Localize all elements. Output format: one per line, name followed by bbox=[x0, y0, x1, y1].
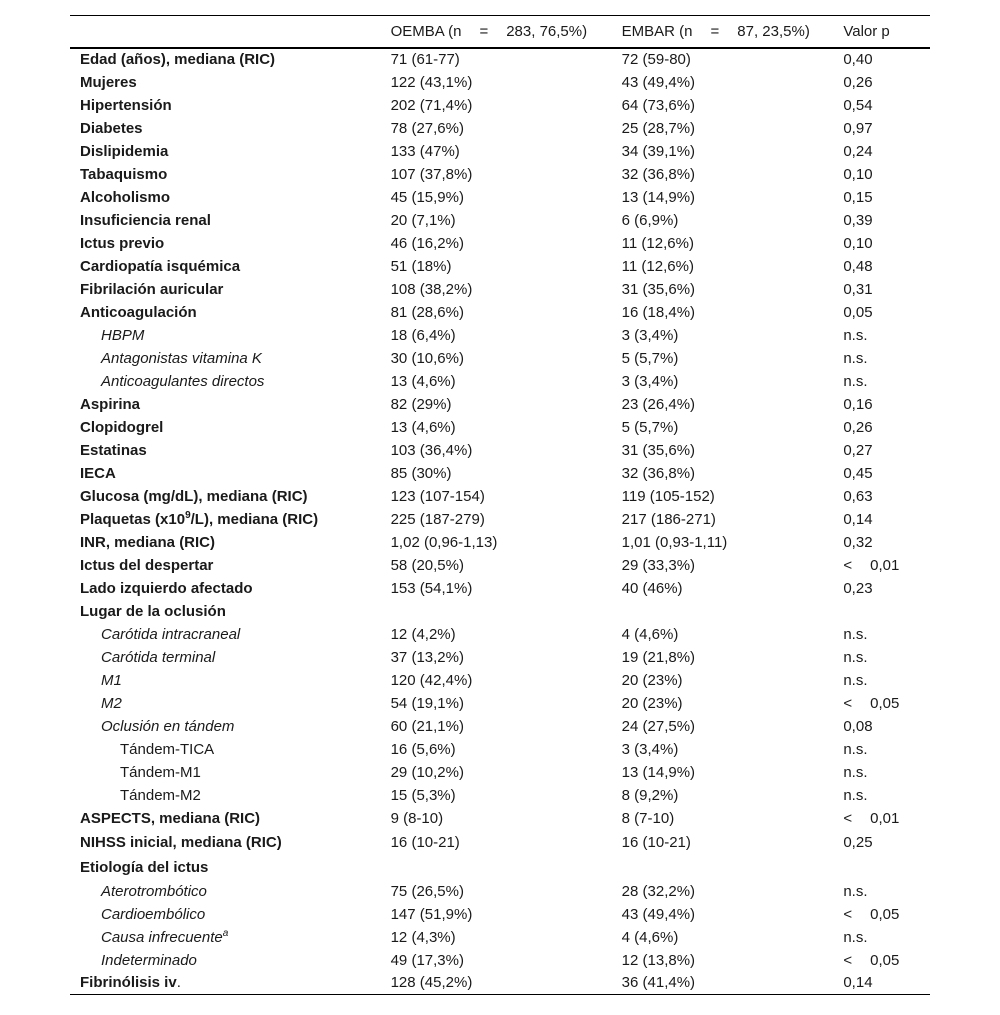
table-row bbox=[70, 324, 930, 347]
cell-p-value: 0,45 bbox=[843, 464, 873, 482]
cell-oemba: 60 (21,1%) bbox=[390, 717, 464, 735]
row-label: Aterotrombótico bbox=[101, 882, 207, 900]
cell-embar: 4 (4,6%) bbox=[621, 928, 679, 946]
cell-oemba: 16 (10-21) bbox=[390, 833, 460, 851]
row-label: Lugar de la oclusión bbox=[80, 602, 226, 620]
row-label: HBPM bbox=[101, 326, 145, 344]
cell-embar: 29 (33,3%) bbox=[621, 556, 696, 574]
table-row bbox=[70, 232, 930, 255]
cell-embar: 5 (5,7%) bbox=[621, 418, 679, 436]
cell-embar: 20 (23%) bbox=[621, 694, 683, 712]
cell-p-value: 0,26 bbox=[843, 73, 873, 91]
cell-oemba: 103 (36,4%) bbox=[390, 441, 473, 459]
table-row bbox=[70, 554, 930, 577]
table-row bbox=[70, 669, 930, 692]
row-label: Ictus del despertar bbox=[80, 556, 214, 574]
row-label: Insuficiencia renal bbox=[80, 211, 211, 229]
cell-p-value: 0,05 bbox=[843, 303, 873, 321]
cell-embar: 32 (36,8%) bbox=[621, 464, 696, 482]
cell-oemba: 20 (7,1%) bbox=[390, 211, 456, 229]
cell-embar: 28 (32,2%) bbox=[621, 882, 696, 900]
row-label: INR, mediana (RIC) bbox=[80, 533, 216, 551]
cell-oemba: 54 (19,1%) bbox=[390, 694, 464, 712]
cell-oemba: 82 (29%) bbox=[390, 395, 452, 413]
cell-embar: 1,01 (0,93-1,11) bbox=[621, 533, 728, 551]
data-table-container bbox=[70, 15, 930, 995]
table-row bbox=[70, 738, 930, 761]
table-row bbox=[70, 439, 930, 462]
table-row bbox=[70, 140, 930, 163]
table-row bbox=[70, 508, 930, 531]
cell-oemba: 15 (5,3%) bbox=[390, 786, 456, 804]
row-label: ASPECTS, mediana (RIC) bbox=[80, 809, 261, 827]
cell-p-value bbox=[833, 600, 930, 623]
cell-p-value: 0,25 bbox=[843, 833, 873, 851]
cell-p-value: < 0,01 bbox=[843, 556, 900, 574]
row-label: Tándem-M1 bbox=[120, 763, 201, 781]
table-row bbox=[70, 48, 930, 71]
cell-oemba: 29 (10,2%) bbox=[390, 763, 464, 781]
row-label-superscript: 9 bbox=[185, 509, 191, 521]
table-row bbox=[70, 903, 930, 926]
cell-p-value: n.s. bbox=[843, 349, 868, 367]
table-row bbox=[70, 926, 930, 949]
cell-oemba: 81 (28,6%) bbox=[390, 303, 464, 321]
cell-p-value: 0,10 bbox=[843, 165, 873, 183]
cell-oemba: 9 (8-10) bbox=[390, 809, 444, 827]
cell-embar: 12 (13,8%) bbox=[621, 951, 696, 969]
table-header bbox=[70, 16, 930, 48]
cell-embar: 23 (26,4%) bbox=[621, 395, 696, 413]
row-label: Hipertensión bbox=[80, 96, 172, 114]
header-oemba: OEMBA (n = 283, 76,5%) bbox=[381, 16, 612, 48]
cell-p-value bbox=[833, 855, 930, 880]
cell-oemba: 37 (13,2%) bbox=[390, 648, 464, 666]
table-row bbox=[70, 255, 930, 278]
table-row bbox=[70, 393, 930, 416]
cell-embar: 32 (36,8%) bbox=[621, 165, 696, 183]
cell-p-value: < 0,05 bbox=[843, 951, 900, 969]
cell-embar: 217 (186-271) bbox=[621, 510, 716, 528]
cell-p-value: 0,14 bbox=[833, 972, 930, 995]
data-table bbox=[70, 15, 930, 995]
cell-oemba: 1,02 (0,96-1,13) bbox=[390, 533, 498, 551]
cell-oemba: 153 (54,1%) bbox=[390, 579, 473, 597]
cell-embar: 36 (41,4%) bbox=[612, 972, 834, 995]
table-row bbox=[70, 880, 930, 903]
cell-p-value: 0,15 bbox=[843, 188, 873, 206]
table-row bbox=[70, 278, 930, 301]
row-label bbox=[70, 972, 381, 995]
cell-embar: 8 (7-10) bbox=[621, 809, 675, 827]
row-label: Carótida intracraneal bbox=[101, 625, 241, 643]
cell-p-value: 0,23 bbox=[843, 579, 873, 597]
cell-p-value: n.s. bbox=[843, 882, 868, 900]
table-row bbox=[70, 761, 930, 784]
table-row bbox=[70, 186, 930, 209]
table-body bbox=[70, 48, 930, 995]
cell-p-value: n.s. bbox=[843, 786, 868, 804]
cell-oemba: 71 (61-77) bbox=[390, 51, 460, 68]
row-label: Anticoagulación bbox=[80, 303, 197, 321]
cell-p-value: 0,10 bbox=[843, 234, 873, 252]
row-label: Edad (años), mediana (RIC) bbox=[80, 51, 276, 68]
cell-embar: 16 (18,4%) bbox=[621, 303, 696, 321]
header-p-value: Valor p bbox=[833, 16, 930, 48]
row-label: Estatinas bbox=[80, 441, 147, 459]
cell-oemba: 16 (5,6%) bbox=[390, 740, 456, 758]
row-label: Diabetes bbox=[80, 119, 143, 137]
row-label: Cardioembólico bbox=[101, 905, 206, 923]
header-label bbox=[70, 16, 381, 48]
cell-oemba: 30 (10,6%) bbox=[390, 349, 464, 367]
row-label: Mujeres bbox=[80, 73, 137, 91]
cell-embar bbox=[612, 600, 834, 623]
cell-p-value: 0,48 bbox=[843, 257, 873, 275]
cell-embar: 20 (23%) bbox=[621, 671, 683, 689]
row-label: Tándem-M2 bbox=[120, 786, 201, 804]
row-label bbox=[70, 508, 381, 531]
cell-oemba: 202 (71,4%) bbox=[390, 96, 473, 114]
row-label-text: Fibrinólisis iv bbox=[80, 974, 177, 992]
cell-embar: 6 (6,9%) bbox=[621, 211, 679, 229]
cell-embar: 64 (73,6%) bbox=[621, 96, 696, 114]
cell-oemba: 85 (30%) bbox=[390, 464, 452, 482]
footnote-marker: a bbox=[222, 927, 229, 939]
cell-p-value: 0,32 bbox=[843, 533, 873, 551]
cell-embar: 13 (14,9%) bbox=[621, 188, 696, 206]
cell-oemba: 120 (42,4%) bbox=[390, 671, 473, 689]
row-label-text: Causa infrecuente bbox=[101, 928, 223, 946]
table-row bbox=[70, 692, 930, 715]
cell-p-value: n.s. bbox=[843, 372, 868, 390]
cell-p-value: n.s. bbox=[843, 625, 868, 643]
row-label: Alcoholismo bbox=[80, 188, 171, 206]
cell-p-value: < 0,01 bbox=[843, 809, 900, 827]
table-row bbox=[70, 94, 930, 117]
cell-oemba: 75 (26,5%) bbox=[390, 882, 464, 900]
cell-oemba: 12 (4,2%) bbox=[390, 625, 456, 643]
table-row bbox=[70, 485, 930, 508]
row-label: Tándem-TICA bbox=[120, 740, 215, 758]
cell-embar: 11 (12,6%) bbox=[621, 257, 694, 275]
cell-oemba: 78 (27,6%) bbox=[390, 119, 464, 137]
table-row bbox=[70, 646, 930, 669]
row-label: Cardiopatía isquémica bbox=[80, 257, 241, 275]
cell-embar: 119 (105-152) bbox=[621, 487, 715, 505]
cell-p-value: 0,27 bbox=[843, 441, 873, 459]
cell-p-value: 0,08 bbox=[843, 717, 873, 735]
cell-oemba: 46 (16,2%) bbox=[390, 234, 464, 252]
table-row bbox=[70, 370, 930, 393]
cell-embar: 5 (5,7%) bbox=[621, 349, 679, 367]
cell-embar: 16 (10-21) bbox=[621, 833, 691, 851]
cell-embar: 34 (39,1%) bbox=[621, 142, 696, 160]
cell-p-value: 0,24 bbox=[843, 142, 873, 160]
cell-p-value: n.s. bbox=[843, 763, 868, 781]
cell-embar: 40 (46%) bbox=[621, 579, 683, 597]
cell-oemba: 12 (4,3%) bbox=[390, 928, 456, 946]
cell-embar: 11 (12,6%) bbox=[621, 234, 694, 252]
cell-embar: 19 (21,8%) bbox=[621, 648, 696, 666]
table-row bbox=[70, 531, 930, 554]
cell-p-value: 0,16 bbox=[843, 395, 873, 413]
cell-oemba: 147 (51,9%) bbox=[390, 905, 473, 923]
row-label: M1 bbox=[101, 671, 122, 689]
cell-embar: 3 (3,4%) bbox=[621, 740, 679, 758]
cell-p-value: 0,63 bbox=[843, 487, 873, 505]
table-row bbox=[70, 855, 930, 880]
cell-p-value: n.s. bbox=[843, 326, 868, 344]
cell-embar bbox=[612, 855, 834, 880]
table-row bbox=[70, 623, 930, 646]
row-label-text: Plaquetas (x10 bbox=[80, 510, 186, 528]
cell-embar: 43 (49,4%) bbox=[621, 905, 696, 923]
row-label-text-suffix: /L), mediana (RIC) bbox=[190, 510, 319, 528]
row-label-text-suffix: . bbox=[176, 974, 181, 992]
row-label: Carótida terminal bbox=[101, 648, 216, 666]
cell-p-value: < 0,05 bbox=[843, 905, 900, 923]
cell-oemba: 51 (18%) bbox=[390, 257, 452, 275]
cell-p-value: 0,14 bbox=[843, 510, 873, 528]
cell-oemba: 128 (45,2%) bbox=[381, 972, 612, 995]
cell-oemba bbox=[381, 600, 612, 623]
cell-p-value: n.s. bbox=[843, 928, 868, 946]
cell-embar: 4 (4,6%) bbox=[621, 625, 679, 643]
cell-oemba: 107 (37,8%) bbox=[390, 165, 473, 183]
table-row bbox=[70, 163, 930, 186]
table-row bbox=[70, 416, 930, 439]
cell-oemba: 49 (17,3%) bbox=[390, 951, 464, 969]
table-row bbox=[70, 347, 930, 370]
cell-oemba: 122 (43,1%) bbox=[390, 73, 473, 91]
table-row bbox=[70, 301, 930, 324]
table-row bbox=[70, 600, 930, 623]
row-label: Lado izquierdo afectado bbox=[80, 579, 253, 597]
cell-p-value: 0,40 bbox=[843, 51, 873, 68]
cell-p-value: 0,97 bbox=[843, 119, 873, 137]
row-label: Aspirina bbox=[80, 395, 141, 413]
cell-embar: 43 (49,4%) bbox=[621, 73, 696, 91]
row-label: NIHSS inicial, mediana (RIC) bbox=[80, 833, 282, 851]
row-label bbox=[70, 926, 381, 949]
cell-p-value: n.s. bbox=[843, 648, 868, 666]
table-row bbox=[70, 830, 930, 855]
row-label: Indeterminado bbox=[101, 951, 197, 969]
cell-p-value: < 0,05 bbox=[843, 694, 900, 712]
row-label: Antagonistas vitamina K bbox=[101, 349, 262, 367]
row-label: M2 bbox=[101, 694, 122, 712]
cell-p-value: n.s. bbox=[843, 671, 868, 689]
cell-embar: 13 (14,9%) bbox=[621, 763, 696, 781]
cell-embar: 72 (59-80) bbox=[621, 51, 691, 68]
table-row bbox=[70, 715, 930, 738]
cell-embar: 31 (35,6%) bbox=[621, 280, 696, 298]
cell-embar: 8 (9,2%) bbox=[621, 786, 679, 804]
cell-oemba: 13 (4,6%) bbox=[390, 418, 456, 436]
cell-embar: 25 (28,7%) bbox=[621, 119, 696, 137]
row-label: Tabaquismo bbox=[80, 165, 168, 183]
row-label: Fibrilación auricular bbox=[80, 280, 224, 298]
table-row bbox=[70, 71, 930, 94]
cell-oemba bbox=[381, 855, 612, 880]
cell-oemba: 13 (4,6%) bbox=[390, 372, 456, 390]
cell-embar: 24 (27,5%) bbox=[621, 717, 696, 735]
cell-oemba: 108 (38,2%) bbox=[390, 280, 473, 298]
cell-oemba: 225 (187-279) bbox=[390, 510, 485, 528]
row-label: Ictus previo bbox=[80, 234, 165, 252]
row-label: Dislipidemia bbox=[80, 142, 169, 160]
cell-oemba: 18 (6,4%) bbox=[390, 326, 456, 344]
row-label: Anticoagulantes directos bbox=[101, 372, 265, 390]
cell-oemba: 45 (15,9%) bbox=[390, 188, 464, 206]
table-row bbox=[70, 807, 930, 830]
header-row bbox=[70, 16, 930, 48]
table-row bbox=[70, 209, 930, 232]
cell-oemba: 58 (20,5%) bbox=[390, 556, 464, 574]
table-row bbox=[70, 577, 930, 600]
cell-embar: 3 (3,4%) bbox=[621, 372, 679, 390]
cell-oemba: 133 (47%) bbox=[390, 142, 460, 160]
cell-p-value: 0,54 bbox=[843, 96, 873, 114]
cell-embar: 31 (35,6%) bbox=[621, 441, 696, 459]
row-label: Oclusión en tándem bbox=[101, 717, 235, 735]
table-row bbox=[70, 117, 930, 140]
table-row bbox=[70, 462, 930, 485]
header-embar: EMBAR (n = 87, 23,5%) bbox=[612, 16, 834, 48]
table-row bbox=[70, 972, 930, 995]
cell-p-value: 0,26 bbox=[843, 418, 873, 436]
table-row bbox=[70, 784, 930, 807]
table-row bbox=[70, 949, 930, 972]
cell-p-value: n.s. bbox=[843, 740, 868, 758]
row-label: Etiología del ictus bbox=[80, 858, 209, 876]
row-label: Clopidogrel bbox=[80, 418, 164, 436]
row-label: IECA bbox=[80, 464, 116, 482]
cell-p-value: 0,31 bbox=[843, 280, 873, 298]
cell-p-value: 0,39 bbox=[843, 211, 873, 229]
row-label: Glucosa (mg/dL), mediana (RIC) bbox=[80, 487, 308, 505]
cell-oemba: 123 (107-154) bbox=[390, 487, 485, 505]
cell-embar: 3 (3,4%) bbox=[621, 326, 679, 344]
